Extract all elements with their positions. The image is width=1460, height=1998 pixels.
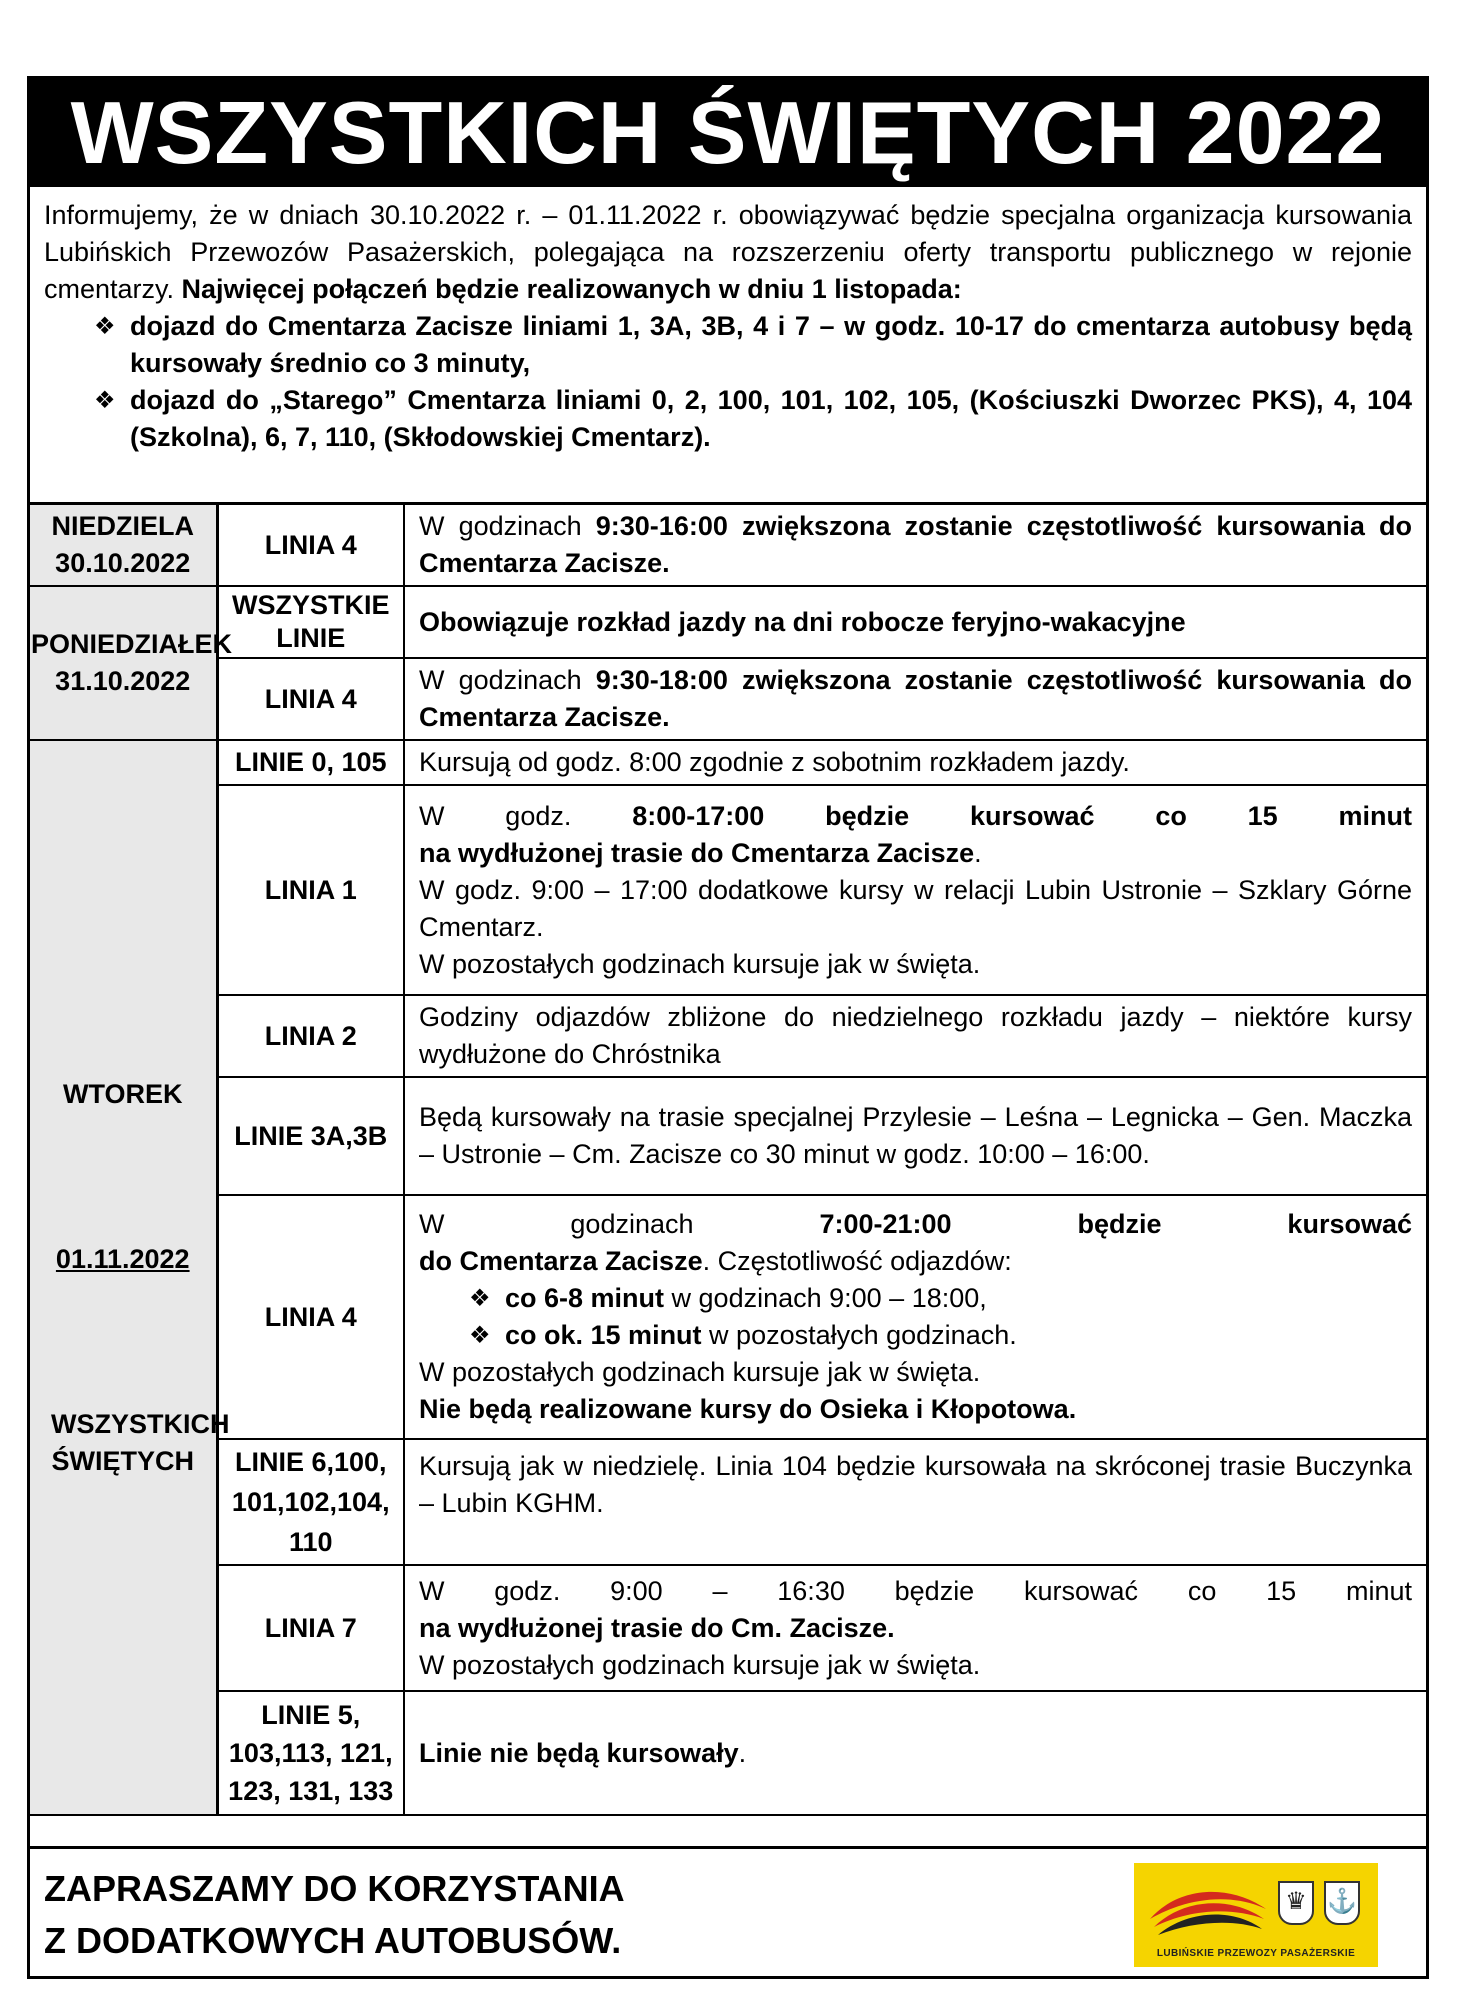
footer-line: Z DODATKOWYCH AUTOBUSÓW.	[44, 1920, 622, 1961]
description-cell: Obowiązuje rozkład jazdy na dni robocze feryjno-wakacyjne	[404, 586, 1426, 658]
line-cell: LINIA 4	[217, 658, 404, 740]
page-title: WSZYSTKICH ŚWIĘTYCH 2022	[30, 79, 1426, 187]
description-cell: W godzinach 7:00-21:00 będzie kursować do Cmentarza Zacisze. Częstotliwość odjazdów: ❖ co 6-8 minut w godzinach 9:00 – 18:00, ❖ co ok. 15 minut w pozostałych godzinach. W pozostałych godzinach kursuje jak w święta. Nie będą realizowane kursy do Osieka i Kłopotowa.	[404, 1195, 1426, 1439]
intro-section	[30, 187, 1426, 505]
logo-text: LUBIŃSKIE PRZEWOZY PASAŻERSKIE	[1156, 1948, 1356, 1959]
day-name: WTOREK	[63, 1078, 183, 1109]
table-row	[30, 1077, 1426, 1195]
schedule-table	[30, 505, 1426, 1816]
table-row	[30, 586, 1426, 658]
list-item: ❖ co 6-8 minut w godzinach 9:00 – 18:00,	[469, 1280, 1412, 1317]
day-cell-monday	[30, 586, 233, 740]
anchor-crest-icon: ⚓	[1324, 1881, 1360, 1925]
diamond-bullet-icon: ❖	[469, 1322, 491, 1349]
table-row	[30, 505, 1426, 586]
description-cell: Kursują jak w niedzielę. Linia 104 będzie kursowała na skróconej trasie Buczynka – Lubin KGHM.	[404, 1439, 1426, 1565]
intro-text-1: Informujemy, że w dniach 30.10.2022 r. – 01.11.2022 r. obowiązywać będzie specjalna organizacja kursowania Lubińskich Przewozów Pasażerskich, polegająca	[44, 200, 1412, 267]
list-item	[94, 308, 1412, 382]
table-row	[30, 740, 1426, 785]
description-cell: W godzinach 9:30-16:00 zwiększona zostanie częstotliwość kursowania do Cmentarza Zacisze.	[404, 505, 1426, 586]
table-row	[30, 1565, 1426, 1691]
footer	[30, 1846, 1426, 1976]
table-row	[30, 1691, 1426, 1815]
frequency-list	[419, 1280, 1412, 1354]
day-cell-sunday	[30, 505, 217, 586]
footer-invitation	[44, 1863, 625, 1967]
line-cell: LINIE 3A,3B	[217, 1077, 404, 1195]
swoosh-icon	[1148, 1879, 1268, 1937]
bullet-text: dojazd do Cmentarza Zacisze liniami 1, 3A, 3B, 4 i 7 – w godz. 10-17 do cmentarza autobusy będą kursowały średnio co 3 minuty,	[130, 311, 1412, 378]
eagle-crest-icon: ♛	[1278, 1881, 1314, 1925]
description-cell: Linie nie będą kursowały.	[404, 1691, 1426, 1815]
line-cell: LINIE 6,100, 101,102,104, 110	[217, 1439, 404, 1565]
day-name: NIEDZIELA	[51, 511, 194, 541]
line-cell: LINIA 1	[217, 785, 404, 995]
day-date: 30.10.2022	[55, 548, 191, 578]
table-row	[30, 785, 1426, 995]
intro-bold-text: Najwięcej połączeń będzie realizowanych w dniu 1 listopada:	[181, 274, 962, 304]
line-cell: LINIA 4	[217, 505, 404, 586]
table-row	[30, 1195, 1426, 1439]
line-cell: LINIA 2	[217, 995, 404, 1077]
holiday-name: WSZYSTKICH ŚWIĘTYCH	[51, 1408, 230, 1476]
day-date: 31.10.2022	[55, 666, 191, 696]
day-cell-tuesday	[30, 740, 230, 1815]
line-cell: LINIE 5, 103,113, 121, 123, 131, 133	[217, 1691, 404, 1815]
bullet-text: dojazd do „Starego” Cmentarza liniami 0, 2, 100, 101, 102, 105, (Kościuszki Dworzec PKS), 4, 104 (Szkolna), 6, 7, 110, (Skłodowskiej Cmentarz).	[130, 385, 1412, 452]
intro-paragraph	[44, 197, 1412, 308]
list-item: ❖ co ok. 15 minut w pozostałych godzinach.	[469, 1317, 1412, 1354]
description-cell: W godz. 8:00-17:00 będzie kursować co 15 minut na wydłużonej trasie do Cmentarza Zacisze. W godz. 9:00 – 17:00 dodatkowe kursy w relacji Lubin Ustronie – Szklary Górne Cmentarz. W pozostałych godzinach kursuje jak w święta.	[404, 785, 1426, 995]
diamond-bullet-icon: ❖	[469, 1285, 491, 1312]
diamond-bullet-icon: ❖	[94, 387, 116, 414]
intro-text-2: na rozszerzeniu oferty transportu publicznego w rejonie cmentarzy.	[44, 237, 1412, 304]
line-cell: LINIE 0, 105	[217, 740, 404, 785]
table-row	[30, 658, 1426, 740]
line-cell: LINIA 4	[217, 1195, 404, 1439]
description-cell: Godziny odjazdów zbliżone do niedzielnego rozkładu jazdy – niektóre kursy wydłużone do Chróstnika	[404, 995, 1426, 1077]
description-cell: W godzinach 9:30-18:00 zwiększona zostanie częstotliwość kursowania do Cmentarza Zacisze.	[404, 658, 1426, 740]
company-logo	[1134, 1863, 1378, 1967]
table-row	[30, 995, 1426, 1077]
description-cell: W godz. 9:00 – 16:30 będzie kursować co 15 minut na wydłużonej trasie do Cm. Zacisze. W pozostałych godzinach kursuje jak w święta.	[404, 1565, 1426, 1691]
footer-line: ZAPRASZAMY DO KORZYSTANIA	[44, 1868, 625, 1909]
line-cell: WSZYSTKIE LINIE	[217, 586, 404, 658]
list-item	[94, 382, 1412, 456]
description-cell: Kursują od godz. 8:00 zgodnie z sobotnim rozkładem jazdy.	[404, 740, 1426, 785]
diamond-bullet-icon: ❖	[94, 313, 116, 340]
line-cell: LINIA 7	[217, 1565, 404, 1691]
intro-bullet-list	[44, 308, 1412, 456]
notice-sheet	[27, 76, 1429, 1979]
day-date: 01.11.2022	[55, 1243, 190, 1274]
table-row	[30, 1439, 1426, 1565]
description-cell: Będą kursowały na trasie specjalnej Przylesie – Leśna – Legnicka – Gen. Maczka – Ustronie – Cm. Zacisze co 30 minut w godz. 10:00 – 16:00.	[404, 1077, 1426, 1195]
day-name: PONIEDZIAŁEK	[31, 629, 233, 659]
